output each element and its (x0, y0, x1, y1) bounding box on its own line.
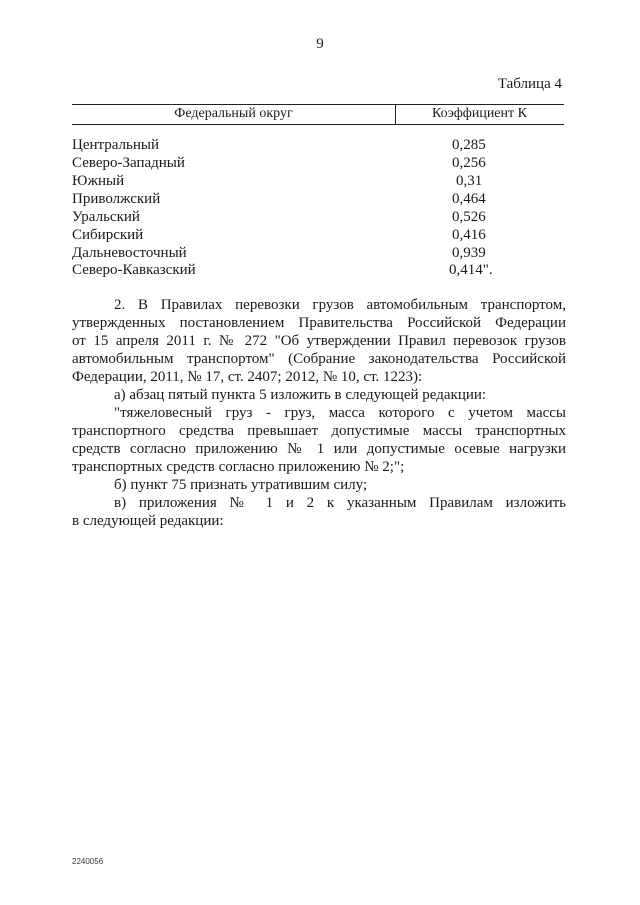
table-rule-header (72, 124, 564, 125)
coefficient-cell: 0,526 (452, 209, 486, 225)
table-row (72, 209, 564, 227)
district-cell: Северо-Западный (72, 155, 185, 171)
district-cell: Уральский (72, 209, 140, 225)
coefficient-cell: 0,464 (452, 191, 486, 207)
table-row (72, 155, 564, 173)
district-cell: Южный (72, 173, 125, 189)
text-line: от 15 апреля 2011 г. № 272 "Об утверждении Правил перевозок грузов (72, 333, 566, 349)
coefficient-cell: 0,31 (456, 173, 483, 189)
item-a: а) абзац пятый пункта 5 изложить в следующей редакции: (114, 387, 487, 403)
coefficient-cell: 0,414". (449, 262, 493, 278)
paragraph-2 (72, 296, 566, 386)
text-line: 2. В Правилах перевозки грузов автомобильным транспортом, (114, 297, 566, 313)
district-cell: Дальневосточный (72, 245, 187, 261)
text-line: средств согласно приложению № 1 или допустимые осевые нагрузки (72, 441, 566, 457)
coefficient-cell: 0,939 (452, 245, 486, 261)
table-row (72, 227, 564, 245)
table-rule-top (72, 104, 564, 105)
table-row (72, 191, 564, 209)
item-v (72, 494, 566, 530)
page-number: 9 (316, 36, 324, 52)
text-line: автомобильным транспортом" (Собрание законодательства Российской (72, 351, 566, 367)
text-line: транспортного средства превышает допустимые массы транспортных (72, 423, 566, 439)
text-line: утвержденных постановлением Правительства Российской Федерации (72, 315, 566, 331)
table-caption: Таблица 4 (497, 76, 562, 92)
document-code: 2240056 (72, 857, 104, 866)
text-line: в) приложения № 1 и 2 к указанным Правилам изложить (114, 495, 566, 511)
table-row (72, 262, 564, 280)
text-line: транспортных средств согласно приложению № 2;"; (72, 459, 405, 475)
text-line: "тяжеловесный груз - груз, масса которого с учетом массы (114, 405, 566, 421)
text-line: Федерации, 2011, № 17, ст. 2407; 2012, № 10, ст. 1223): (72, 369, 423, 385)
table-row (72, 245, 564, 263)
district-cell: Приволжский (72, 191, 161, 207)
header-district: Федеральный округ (174, 106, 293, 121)
coefficient-cell: 0,285 (452, 137, 486, 153)
district-cell: Северо-Кавказский (72, 262, 196, 278)
table-row (72, 173, 564, 191)
coefficient-cell: 0,416 (452, 227, 486, 243)
district-cell: Сибирский (72, 227, 144, 243)
header-coefficient: Коэффициент К (432, 106, 527, 121)
document-body (72, 296, 566, 530)
table-row (72, 137, 564, 155)
text-line: в следующей редакции: (72, 513, 224, 529)
district-cell: Центральный (72, 137, 160, 153)
item-b: б) пункт 75 признать утратившим силу; (114, 477, 368, 493)
coefficient-cell: 0,256 (452, 155, 486, 171)
quote-block (72, 404, 566, 476)
